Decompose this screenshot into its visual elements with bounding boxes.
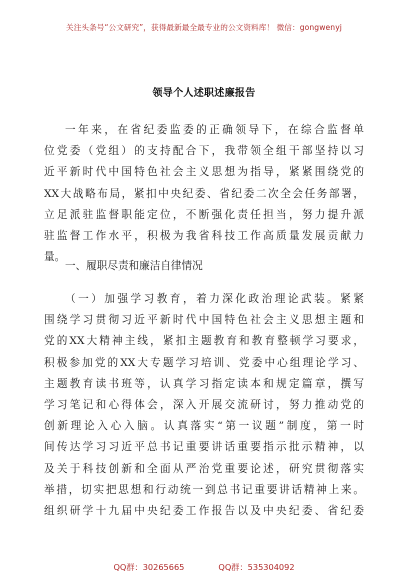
paragraph-line: 组织研学十九届中央纪委工作报告以及中央纪委、省纪委: [44, 504, 364, 517]
paragraph-line: 及关于科技创新和全面从严治党重要论述，研究贯彻落实: [44, 462, 364, 475]
section-heading: [44, 256, 364, 277]
paragraph-line: 近平新时代中国特色社会主义思想为指导，紧紧围绕党的: [44, 166, 364, 179]
paragraph-line: 积极参加党的XX大专题学习培训、党委中心组理论学习、: [44, 356, 364, 369]
paragraph-line: 驻监督工作水平，积极为我省科技工作高质量发展贡献力: [44, 229, 364, 242]
paragraph-line: 主题教育读书班等，认真学习指定读本和规定篇章，撰写: [44, 377, 364, 390]
qq-group-2: QQ群：535304092: [218, 562, 295, 572]
paragraph-line: 创新理论入心入脑。认真落实“第一议题”制度，第一时: [44, 420, 364, 433]
qq-group-1: QQ群：30265665: [113, 562, 185, 572]
paragraph-line: 立足派驻监督职能定位，不断强化责任担当，努力提升派: [44, 208, 364, 221]
paragraph-line: 党的XX大精神主线，紧扣主题教育和教育整顿学习要求，: [44, 335, 364, 348]
paragraph-line: 举措，切实把思想和行动统一到总书记重要讲话精神上来。: [44, 483, 364, 496]
intro-paragraph: [44, 120, 364, 268]
paragraph-line: （一）加强学习教育，着力深化政治理论武装。紧紧: [65, 293, 364, 305]
footer-qq-groups: [0, 562, 408, 573]
paragraph-line: 学习笔记和心得体会，深入开展交流研讨，努力推动党的: [44, 398, 364, 411]
section-heading-text: 一、履职尽责和廉洁自律情况: [65, 260, 203, 272]
paragraph-line: 位党委（党组）的支持配合下，我带领全组干部坚持以习: [44, 145, 364, 158]
paragraph-line: 间传达学习习近平总书记重要讲话重要指示批示精神，以: [44, 441, 364, 454]
paragraph-line: 围绕学习贯彻习近平新时代中国特色社会主义思想主题和: [44, 314, 364, 327]
paragraph-line: 一年来，在省纪委监委的正确领导下，在综合监督单: [65, 124, 364, 136]
top-banner: 关注头条号“公文研究”，获得最新最全最专业的公文资料库！ 微信：gongwenyj: [66, 23, 342, 32]
paragraph-line: 量。: [44, 251, 66, 264]
document-title: 领导个人述职述廉报告: [152, 88, 256, 99]
paragraph-line: XX大战略布局，紧扣中央纪委、省纪委二次全会任务部署，: [44, 187, 364, 200]
study-paragraph: [44, 289, 364, 522]
